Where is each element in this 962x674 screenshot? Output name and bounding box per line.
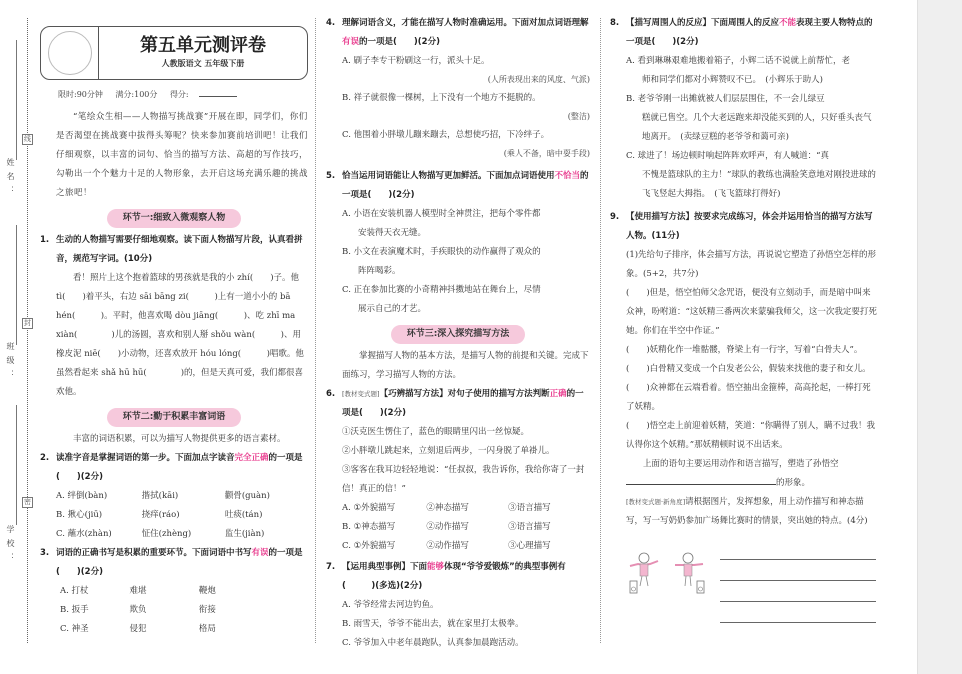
option-a: 鞭炮 xyxy=(198,586,216,596)
option-b-note: (整洁) xyxy=(567,112,590,121)
option-c-note: (乘人不备，暗中耍手段) xyxy=(503,149,590,158)
q9-sort-item[interactable]: ( )悟空走上前迎着妖精，笑道：“你瞒得了别人，瞒不过我！我认得你这个妖精。”那妖精顿时说不出话来。 xyxy=(626,421,875,450)
question-6-title xyxy=(326,385,590,423)
option-a[interactable]: A. 刷子李专干粉刷这一行，派头十足。 xyxy=(342,56,490,66)
column-1 xyxy=(40,14,308,639)
class-label: 班级： xyxy=(6,342,15,384)
column-divider xyxy=(315,18,316,643)
option-b-cont: 阵阵喝彩。 xyxy=(358,266,401,276)
option-b[interactable]: B. 揪心(jiū) xyxy=(56,510,103,520)
question-text: 【巧辨描写方法】对句子使用的描写方法判断 xyxy=(379,389,550,399)
option-a: ②神态描写 xyxy=(426,503,469,513)
highlight-text: 能够 xyxy=(427,562,445,572)
option-c[interactable]: C. 他围着小胖墩儿蹦来蹦去，总想使巧招，下冷绊子。 xyxy=(342,130,550,140)
section-banner-2: 环节二:勤于积累丰富词语 xyxy=(107,408,242,427)
option-c[interactable]: C. ①外貌描写 xyxy=(342,541,396,551)
question-8-title xyxy=(610,14,878,52)
highlight-text: 有误 xyxy=(251,548,269,558)
section-2-intro: 丰富的词语积累，可以为描写人物提供更多的语言素材。 xyxy=(73,434,286,444)
question-number: 8. xyxy=(610,18,620,28)
column-2 xyxy=(326,14,590,653)
question-tag: [教材变式题] xyxy=(342,390,380,398)
option-c: ②动作描写 xyxy=(426,541,469,551)
exam-subtitle: 人教版语文 五年级下册 xyxy=(161,59,245,68)
margin-rule xyxy=(16,405,17,525)
sentence-2: ②小胖墩儿跳起来，立刻退后两步，一闪身脱了单褂儿。 xyxy=(342,446,555,456)
question-number: 9. xyxy=(610,212,620,222)
option-a-cont: 安装得天衣无缝。 xyxy=(358,228,427,238)
exam-header xyxy=(40,26,308,80)
option-b[interactable]: B. 雨雪天，爷爷不能出去，就在家里打太极拳。 xyxy=(342,619,524,629)
option-c-cont: 不愧是篮球队的主力！”球队的教练也满脸笑意地对刚投进球的飞飞竖起大拇指。 (飞飞篮球打得好) xyxy=(642,170,876,199)
question-text: 的一项是( )(2分) xyxy=(359,37,440,47)
section-3-intro: 掌握描写人物的基本方法，是描写人物的前提和关键。完成下面练习，学习描写人物的方法。 xyxy=(342,351,589,380)
option-a[interactable]: A. 小语在安装机器人模型时全神贯注，把每个零件都 xyxy=(342,209,541,219)
score-blank[interactable] xyxy=(199,88,237,97)
option-a-note: (人所表现出来的风度、气派) xyxy=(487,75,590,84)
grandma-dancer-icon xyxy=(672,551,706,595)
question-number: 4. xyxy=(326,18,336,28)
q9-part1-intro: (1)先给句子排序，体会描写方法，再说说它塑造了孙悟空怎样的形象。(5+2，共7分) xyxy=(626,250,877,279)
question-text: 【描写周围人的反应】下面周围人的反应 xyxy=(626,18,780,28)
question-text: 生动的人物描写需要仔细地观察。读下面人物描写片段，认真看拼音，规范写字词。(10分) xyxy=(56,235,303,264)
option-b-cont: 糕就已售空。几个大老远跑来却没能买到的人，只好垂头丧气地离开。 (卖绿豆糕的老爷爷和蔼可亲) xyxy=(642,113,872,142)
option-b[interactable]: B. 老爷爷刚一出摊就被人们层层围住，不一会儿绿豆 xyxy=(626,94,825,104)
question-tag: [教材变式题·新角度] xyxy=(626,498,686,506)
option-b: 欺负 xyxy=(129,605,147,615)
option-a: 揩拭(kāi) xyxy=(141,491,179,501)
option-c: 监生(jiàn) xyxy=(224,529,265,539)
highlight-text: 完全正确 xyxy=(234,453,269,463)
q9-sort-item[interactable]: ( )但是，悟空怕师父念咒语，便没有立刻动手，而是暗中叫来众神，吩咐道：“这妖精三番两次来蒙骗我师父，这一次我定要打死她。你们在半空中作证。” xyxy=(626,288,877,336)
question-text: 体现“爷爷爱锻炼”的典型事例有( )(多选)(2分) xyxy=(342,562,566,591)
question-2-title xyxy=(40,449,308,487)
option-a[interactable]: A. ①外貌描写 xyxy=(342,503,396,513)
grandma-dancer-icon xyxy=(628,551,662,595)
option-b[interactable]: B. 小文在表演魔术时，手疾眼快的动作赢得了观众的 xyxy=(342,247,541,257)
highlight-text: 不恰当 xyxy=(554,171,581,181)
score-label: 得分: xyxy=(169,90,189,99)
option-b[interactable]: B. 扳手 xyxy=(60,605,89,615)
question-6-options xyxy=(326,499,590,556)
question-text: 的一项是( )(2分) xyxy=(56,453,303,482)
name-label: 姓名： xyxy=(6,158,15,200)
question-3-options xyxy=(40,582,308,639)
option-b: 挠痒(ráo) xyxy=(141,510,180,520)
option-c[interactable]: C. 蘸水(zhàn) xyxy=(56,529,112,539)
option-a: 颧骨(guàn) xyxy=(224,491,270,501)
column-3 xyxy=(610,14,878,629)
option-a[interactable]: A. 绊倒(bàn) xyxy=(56,491,108,501)
option-c[interactable]: C. 爷爷加入中老年晨跑队，认真参加晨跑活动。 xyxy=(342,638,524,648)
option-a: ③语言描写 xyxy=(508,503,551,513)
option-b[interactable]: B. 祥子就很像一棵树，上下没有一个地方不挺脱的。 xyxy=(342,93,541,103)
full-score: 满分:100分 xyxy=(115,90,158,99)
highlight-text: 有误 xyxy=(342,37,360,47)
option-b[interactable]: B. ①神态描写 xyxy=(342,522,396,532)
question-text: 【使用描写方法】按要求完成练习，体会并运用恰当的描写方法写人物。(11分) xyxy=(626,212,873,241)
question-text: 读准字音是掌握词语的第一步。下面加点字读音 xyxy=(56,453,235,463)
logo-circle-icon xyxy=(48,31,92,75)
question-text: 理解词语含义，才能在描写人物时准确运用。下面对加点词语理解 xyxy=(342,18,589,28)
question-text: 的一项是( )(2分) xyxy=(56,548,303,577)
viewer-side-panel xyxy=(917,0,962,674)
q9-part2 xyxy=(610,493,878,531)
question-number: 5. xyxy=(326,171,336,181)
q9-sort-item[interactable]: ( )妖精化作一堆骷髅，脊梁上有一行字，写着“白骨夫人”。 xyxy=(626,345,863,355)
question-text: 词语的正确书写是积累的重要环节。下面词语中书写 xyxy=(56,548,252,558)
question-text: 表现主要人物特点的一项是( )(2分) xyxy=(626,18,873,47)
exam-meta xyxy=(40,86,308,104)
answer-line[interactable] xyxy=(720,601,876,602)
question-text: 的一项是( )(2分) xyxy=(342,171,589,200)
answer-line[interactable] xyxy=(720,622,876,623)
question-number: 3. xyxy=(40,548,50,558)
q9-sort-item[interactable]: ( )白骨精又变成一个白发老公公，假装来找他的妻子和女儿。 xyxy=(626,364,871,374)
q9-summary xyxy=(610,455,878,493)
summary-text: 上面的语句主要运用动作和语言描写，塑造了孙悟空 xyxy=(643,459,839,469)
question-number: 6. xyxy=(326,389,336,399)
option-a: 难堪 xyxy=(129,586,147,596)
answer-line[interactable] xyxy=(720,559,876,560)
question-text: 请根据图片，发挥想象，用上动作描写和神态描写，写一写奶奶参加广场舞比赛时的情景，突出她的特点。(4分) xyxy=(626,497,868,526)
option-c: 侵犯 xyxy=(129,624,147,634)
option-c: 怔住(zhèng) xyxy=(141,529,192,539)
answer-blank[interactable] xyxy=(626,475,776,485)
option-c: ③心理描写 xyxy=(508,541,551,551)
seal-box-line: 线 xyxy=(24,135,31,143)
question-number: 1. xyxy=(40,235,50,245)
answer-line[interactable] xyxy=(720,580,876,581)
sentence-3: ③客客在我耳边轻轻地说：“任叔叔，我告诉你，我给你寄了一封信！真正的信！” xyxy=(342,465,585,494)
option-c[interactable]: C. 神圣 xyxy=(60,624,89,634)
question-9-title xyxy=(610,208,878,246)
option-c[interactable]: C. 球进了！场边顿时响起阵阵欢呼声，有人喊道：“真 xyxy=(626,151,829,161)
option-b: 衔接 xyxy=(198,605,216,615)
option-b: 吐痰(tán) xyxy=(224,510,263,520)
illustration-area xyxy=(610,539,878,629)
logo xyxy=(41,27,99,79)
option-a[interactable]: A. 爷爷经常去河边钓鱼。 xyxy=(342,600,439,610)
question-2-options xyxy=(40,487,308,544)
exam-title: 第五单元测评卷 xyxy=(140,35,266,56)
intro-paragraph: “笔绘众生相——人物描写挑战赛”开展在即，同学们，你们是否渴望在挑战赛中拔得头筹呢？快来参加赛前培训吧！让我们仔细观察，以丰富的词句、恰当的描写方法、高超的写作技巧，勾勒出一个个魅力十足的人物形象，去开启这场充满乐趣的挑战之旅吧！ xyxy=(56,112,309,198)
seal-box-secret: 密 xyxy=(24,498,31,506)
option-b: ③语言描写 xyxy=(508,522,551,532)
question-text: 的一项是( )(2分) xyxy=(342,389,584,418)
question-number: 7. xyxy=(326,562,336,572)
highlight-text: 正确 xyxy=(549,389,567,399)
sentence-1: ①沃克医生愣住了，蓝色的眼睛里闪出一丝惊疑。 xyxy=(342,427,530,437)
column-divider xyxy=(600,18,601,643)
option-b: ②动作描写 xyxy=(426,522,469,532)
question-7-title xyxy=(326,558,590,596)
question-4-title xyxy=(326,14,590,52)
option-c: 格局 xyxy=(198,624,216,634)
highlight-text: 不能 xyxy=(779,18,797,28)
question-3-title xyxy=(40,544,308,582)
margin-rule xyxy=(16,225,17,345)
question-1-title xyxy=(40,231,308,269)
option-a[interactable]: A. 打杖 xyxy=(60,586,89,596)
seal-box-seal: 封 xyxy=(24,319,31,327)
question-1-passage: 看！照片上这个抱着篮球的男孩就是我的小 zhí( )子。他 tì( )着平头，右边 sāi bāng zi( )上有一道小小的 bā hén( )。平时，他喜欢喝 dòu jiāng( )、吃 zhī ma xiàn( )儿的汤圆，喜欢和别人掰 shǒu wàn( )、用橡皮泥 niē( )小动物，还喜欢放开 hóu lóng( )唱歌。他虽然看起来 shǎ hū hū( )的，但是天真可爱，我们都很喜欢他。 xyxy=(56,273,304,397)
time-limit: 限时:90分钟 xyxy=(58,90,103,99)
option-a[interactable]: A. 看到琳琳艰难地搬着箱子，小辉二话不说就上前帮忙，老 xyxy=(626,56,851,66)
school-label: 学校： xyxy=(6,525,15,567)
section-banner-1: 环节一:细致入微观察人物 xyxy=(107,209,242,228)
q9-sort-item[interactable]: ( )众神都在云端看着。悟空抽出金箍棒，高高抡起，一棒打死了妖精。 xyxy=(626,383,871,412)
binding-dotted-line xyxy=(27,18,28,643)
margin-rule xyxy=(16,40,17,160)
option-c-cont: 展示自己的才艺。 xyxy=(358,304,427,314)
option-c[interactable]: C. 正在参加比赛的小奇精神抖擞地站在舞台上，尽情 xyxy=(342,285,541,295)
question-5-title xyxy=(326,167,590,205)
question-number: 2. xyxy=(40,453,50,463)
summary-text: 的形象。 xyxy=(776,478,811,488)
option-a-cont: 师和同学们都对小辉赞叹不已。 (小辉乐于助人) xyxy=(642,75,823,85)
question-text: 【运用典型事例】下面 xyxy=(342,562,428,572)
question-text: 恰当运用词语能让人物描写更加鲜活。下面加点词语使用 xyxy=(342,171,555,181)
section-banner-3: 环节三:深入探究描写方法 xyxy=(391,325,526,344)
